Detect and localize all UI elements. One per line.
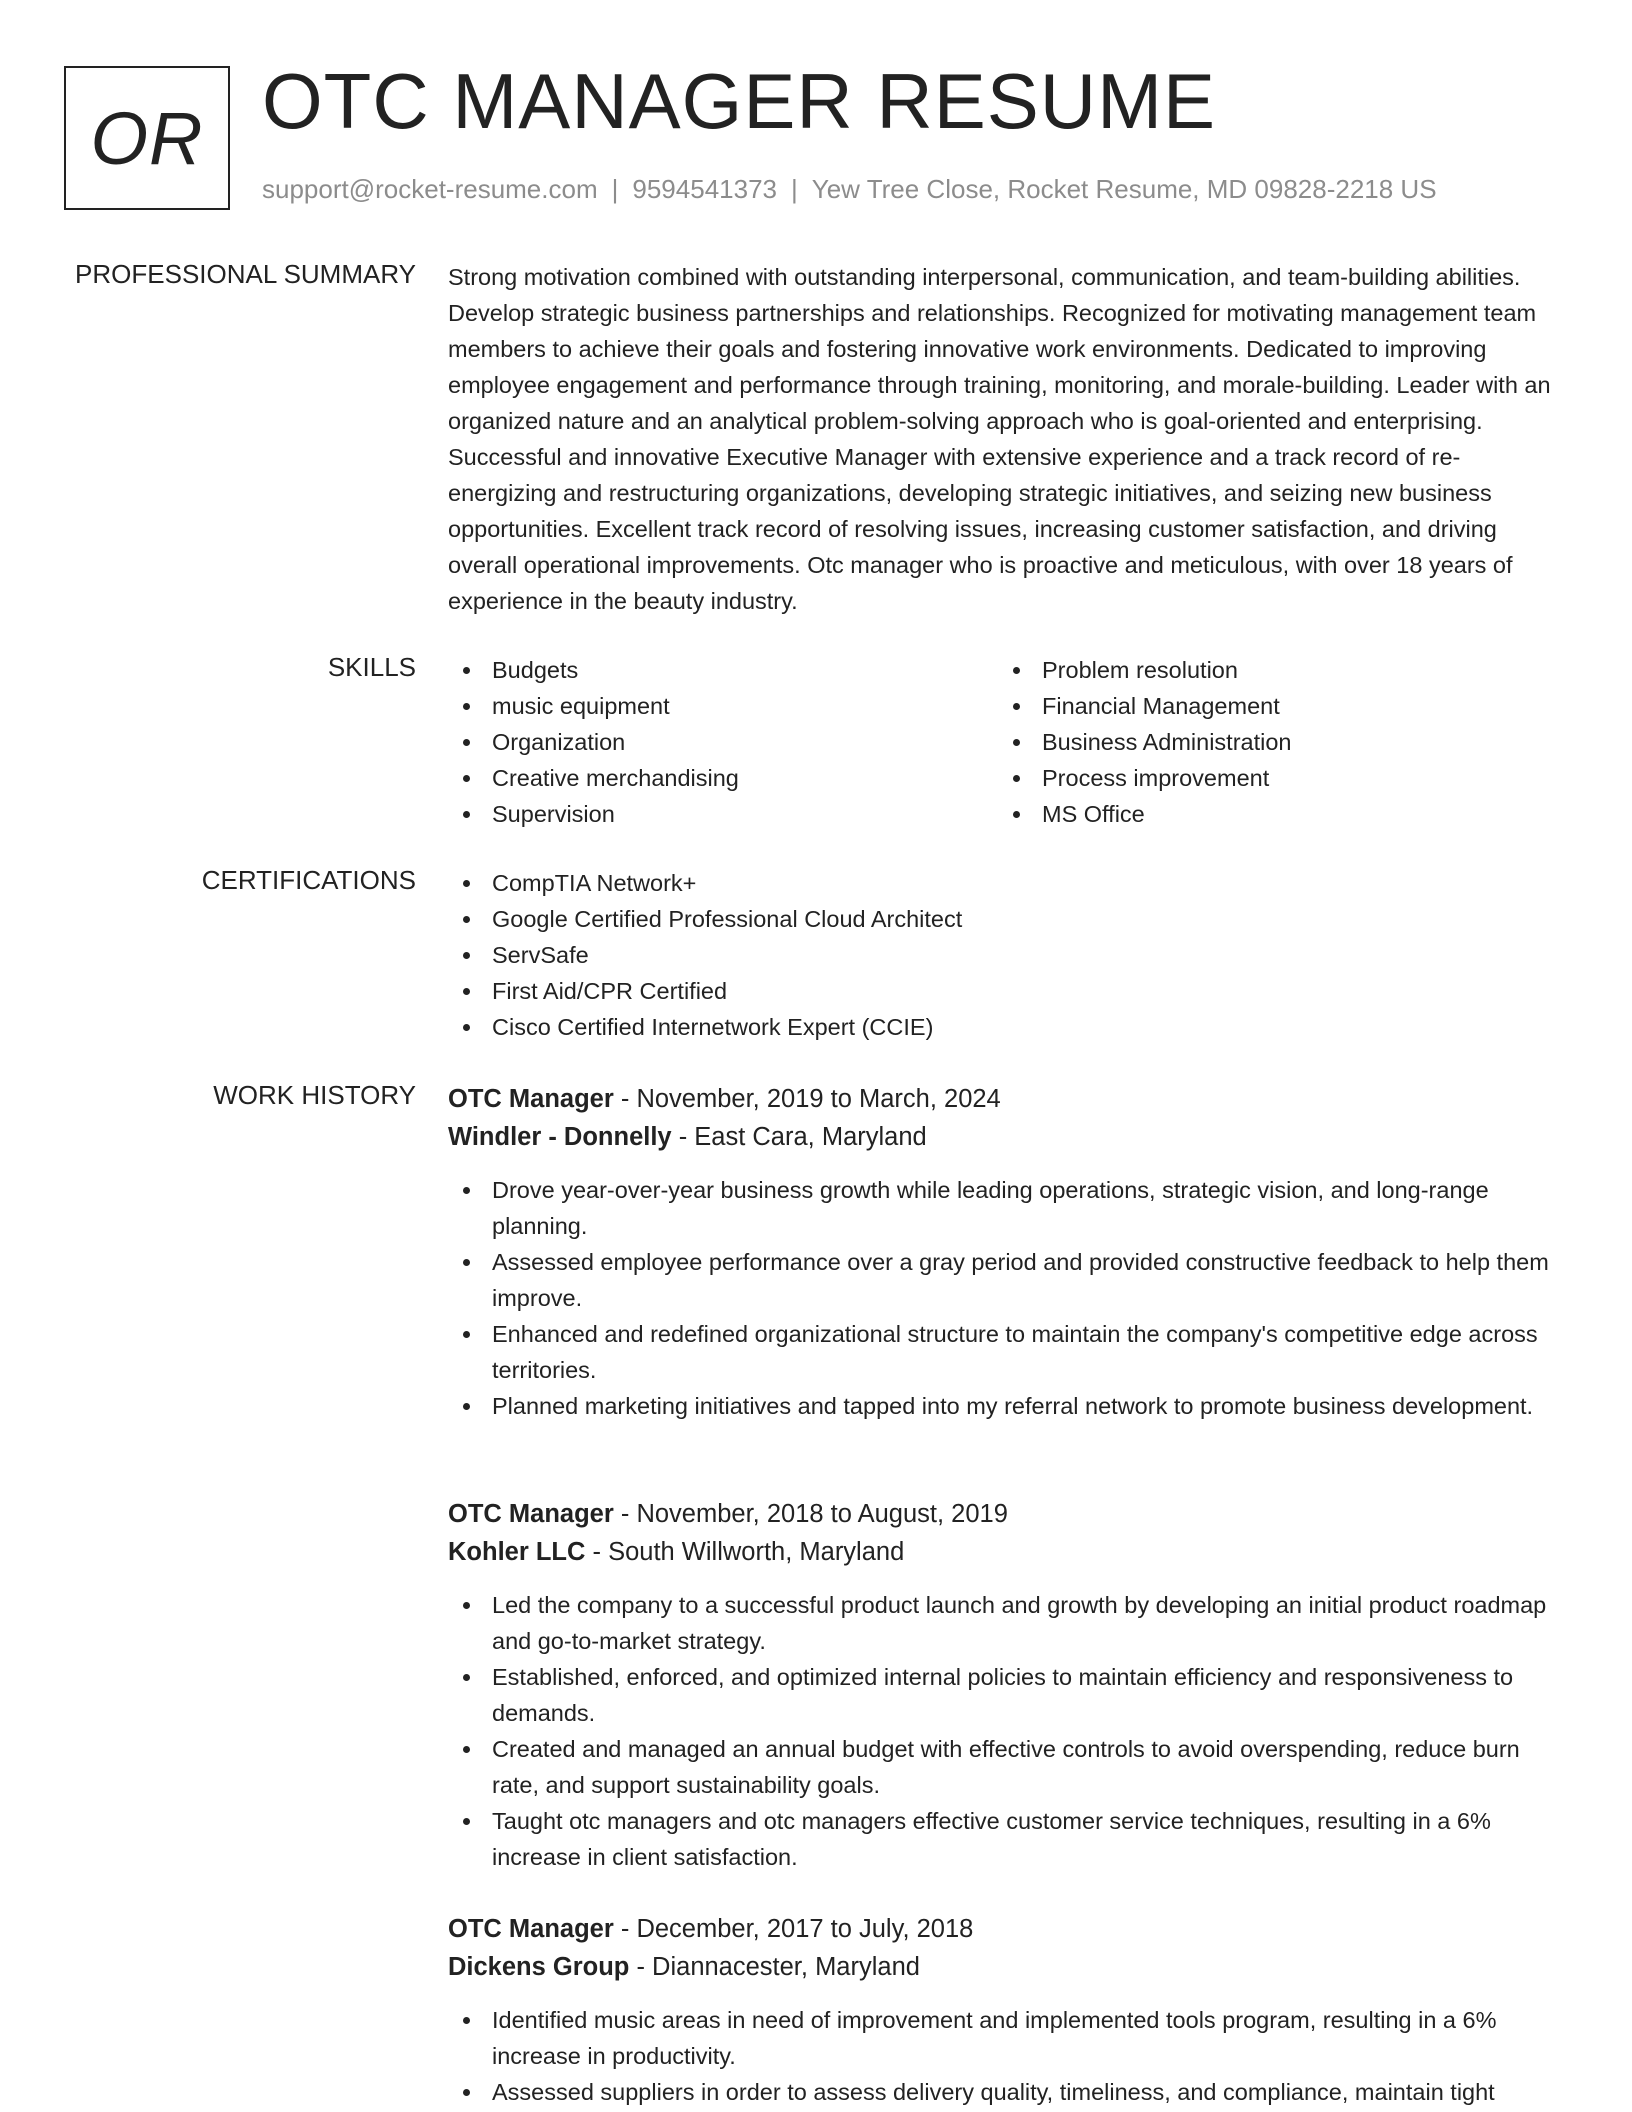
summary-body — [448, 259, 1558, 619]
skill-item: Supervision — [448, 796, 998, 832]
certification-item: First Aid/CPR Certified — [448, 973, 1558, 1009]
job-company: Dickens Group — [448, 1953, 630, 1981]
contact-phone: 9594541373 — [632, 174, 777, 204]
skill-item: music equipment — [448, 688, 998, 724]
job-dates: - November, 2018 to August, 2019 — [613, 1500, 1008, 1528]
certification-item: Google Certified Professional Cloud Architect — [448, 901, 1558, 937]
job-location: - Diannacester, Maryland — [629, 1953, 920, 1981]
contact-separator: | — [611, 174, 619, 204]
skills-list-right — [998, 652, 1548, 832]
job-company: Kohler LLC — [448, 1538, 586, 1566]
skill-item: Organization — [448, 724, 998, 760]
skill-item: Creative merchandising — [448, 760, 998, 796]
skill-item: Business Administration — [998, 724, 1548, 760]
duty-item: Identified music areas in need of improvement and implemented tools program, resulting in a 6% increase in productivity. — [448, 2002, 1558, 2074]
work-history-heading: WORK HISTORY — [213, 1080, 416, 1110]
certification-item: Cisco Certified Internetwork Expert (CCIE) — [448, 1009, 1558, 1045]
job-location: - South Willworth, Maryland — [585, 1538, 905, 1566]
job-entry — [448, 1495, 1558, 1875]
duty-item: Created and managed an annual budget with effective controls to avoid overspending, reduce burn rate, and support sustainability goals. — [448, 1731, 1558, 1803]
certifications-list — [448, 865, 1558, 1045]
monogram-logo: OR — [64, 66, 230, 210]
summary-heading: PROFESSIONAL SUMMARY — [75, 259, 416, 289]
job-dates: - December, 2017 to July, 2018 — [613, 1915, 974, 1943]
job-company-line — [448, 1533, 1558, 1571]
contact-line — [262, 174, 1437, 205]
resume-title: OTC MANAGER RESUME — [262, 57, 1217, 145]
skill-item: Process improvement — [998, 760, 1548, 796]
certifications-body — [448, 865, 1558, 1045]
job-title-line — [448, 1080, 1558, 1118]
skills-body — [448, 652, 1558, 832]
duty-item: Enhanced and redefined organizational structure to maintain the company's competitive edge across territories. — [448, 1316, 1558, 1388]
job-company: Windler - Donnelly — [448, 1123, 672, 1151]
duty-item: Planned marketing initiatives and tapped into my referral network to promote business development. — [448, 1388, 1558, 1424]
duty-item: Established, enforced, and optimized internal policies to maintain efficiency and responsiveness to demands. — [448, 1659, 1558, 1731]
skill-item: Financial Management — [998, 688, 1548, 724]
job-entry — [448, 1080, 1558, 1424]
skills-list-left — [448, 652, 998, 832]
summary-text: Strong motivation combined with outstanding interpersonal, communication, and team-building abilities. Develop strategic business partnerships and relationships. Recognized for motivating management team members to achieve their goals and fostering innovative work environments. Dedicated to improving employee engagement and performance through training, monitoring, and morale-building. Leader with an organized nature and an analytical problem-solving approach who is goal-oriented and enterprising. Successful and innovative Executive Manager with extensive experience and a track record of re-energizing and restructuring organizations, developing strategic initiatives, and seizing new business opportunities. Excellent track record of resolving issues, increasing customer satisfaction, and driving overall operational improvements. Otc manager who is proactive and meticulous, with over 18 years of experience in the beauty industry. — [448, 264, 1551, 614]
duty-item: Assessed employee performance over a gray period and provided constructive feedback to help them improve. — [448, 1244, 1558, 1316]
job-title-line — [448, 1495, 1558, 1533]
job-title-line — [448, 1910, 1558, 1948]
job-dates: - November, 2019 to March, 2024 — [613, 1085, 1001, 1113]
job-duties — [448, 1587, 1558, 1875]
job-role: OTC Manager — [448, 1500, 614, 1528]
job-entry — [448, 1910, 1558, 2110]
job-company-line — [448, 1118, 1558, 1156]
job-role: OTC Manager — [448, 1915, 614, 1943]
job-duties — [448, 1172, 1558, 1424]
certifications-heading: CERTIFICATIONS — [201, 865, 416, 895]
contact-separator: | — [791, 174, 798, 204]
duty-item: Drove year-over-year business growth while leading operations, strategic vision, and long-range planning. — [448, 1172, 1558, 1244]
duty-item: Taught otc managers and otc managers effective customer service techniques, resulting in a 6% increase in client satisfaction. — [448, 1803, 1558, 1875]
duty-item: Led the company to a successful product launch and growth by developing an initial product roadmap and go-to-market strategy. — [448, 1587, 1558, 1659]
contact-email: support@rocket-resume.com — [262, 174, 598, 204]
skill-item: Problem resolution — [998, 652, 1548, 688]
job-duties — [448, 2002, 1558, 2110]
skill-item: MS Office — [998, 796, 1548, 832]
contact-address: Yew Tree Close, Rocket Resume, MD 09828-2218 US — [811, 174, 1437, 204]
duty-item: Assessed suppliers in order to assess delivery quality, timeliness, and compliance, maintain tight — [448, 2074, 1558, 2110]
job-role: OTC Manager — [448, 1085, 614, 1113]
certification-item: CompTIA Network+ — [448, 865, 1558, 901]
job-company-line — [448, 1948, 1558, 1986]
certification-item: ServSafe — [448, 937, 1558, 973]
skills-heading: SKILLS — [327, 652, 416, 682]
skill-item: Budgets — [448, 652, 998, 688]
job-location: - East Cara, Maryland — [671, 1123, 927, 1151]
